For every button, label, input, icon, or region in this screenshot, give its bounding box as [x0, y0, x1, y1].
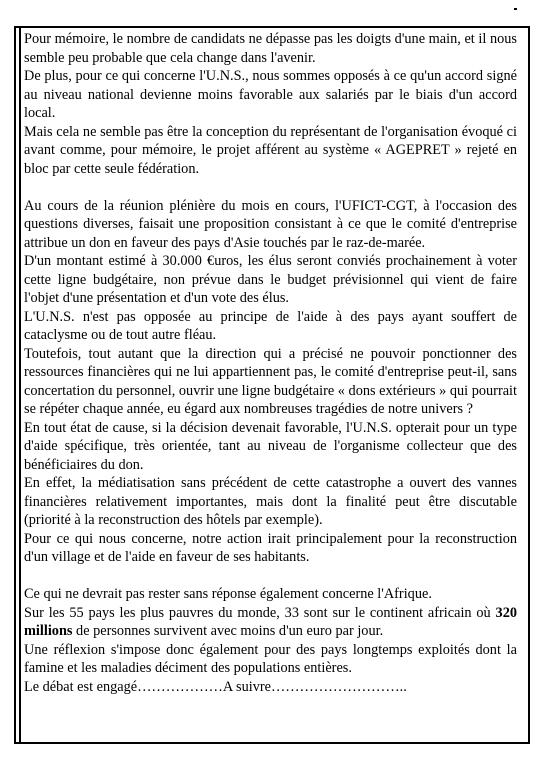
text-run: Sur les 55 pays les plus pauvres du monde, 33 sont sur le continent africain où — [24, 604, 496, 621]
document-body — [24, 30, 517, 696]
paragraph: Toutefois, tout autant que la direction qui a précisé ne pouvoir ponctionner des ressources financières qui ne lui appartiennent pas, le comité d'entreprise peut-il, sans concertation du personnel, ouvrir une ligne budgétaire « dons extérieurs » qui pourrait se répéter chaque année, eu égard aux nombreuses tragédies de notre univers ? — [24, 345, 517, 417]
paragraph — [24, 604, 517, 641]
paragraph: Pour ce qui nous concerne, notre action irait principalement pour la reconstruction d'un village et de l'aide en faveur de ses habitants. — [24, 530, 517, 565]
paragraph: Au cours de la réunion plénière du mois en cours, l'UFICT-CGT, à l'occasion des questions diverses, faisait une proposition consistant à ce que le comité d'entreprise attribue un don en faveur des pays d'Asie touchés par le raz-de-marée. — [24, 197, 517, 251]
paragraph: Pour mémoire, le nombre de candidats ne dépasse pas les doigts d'une main, et il nous semble peu probable que cela change dans l'avenir. — [24, 31, 517, 66]
closing-line: Le débat est engagé………………A suivre……………………….. — [24, 678, 407, 695]
paragraph-gap — [24, 178, 517, 197]
page-mark — [514, 8, 517, 10]
paragraph: D'un montant estimé à 30.000 €uros, les élus seront conviés prochainement à voter cette ligne budgétaire, non prévue dans le budget prévisionnel qui vient de faire l'objet d'une présentation et d'un vote des élus. — [24, 253, 517, 306]
bold-figure: 320 millions — [24, 604, 517, 639]
frame-inner-rule — [19, 26, 21, 744]
paragraph: De plus, pour ce qui concerne l'U.N.S., nous sommes opposés à ce qu'un accord signé au niveau national devienne moins favorable aux salariés par le biais d'un accord local. — [24, 68, 517, 121]
paragraph: En effet, la médiatisation sans précédent de cette catastrophe a ouvert des vannes financières relativement importantes, mais dont la finalité peut être discutable (priorité à la reconstruction des hôtels par exemple). — [24, 475, 517, 528]
text-run: de personnes survivent avec moins d'un euro par jour. — [72, 623, 384, 639]
paragraph: L'U.N.S. n'est pas opposée au principe de l'aide à des pays ayant souffert de cataclysme ou de tout autre fléau. — [24, 308, 517, 343]
paragraph: En tout état de cause, si la décision devenait favorable, l'U.N.S. opterait pour un type d'aide spécifique, très orientée, tant au niveau de l'organisme collecteur que des bénéficiaires du don. — [24, 419, 517, 473]
paragraph: Une réflexion s'impose donc également pour des pays longtemps exploités dont la famine et les maladies déciment des populations entières. — [24, 641, 517, 676]
paragraph-gap — [24, 567, 517, 586]
paragraph: Ce qui ne devrait pas rester sans réponse également concerne l'Afrique. — [24, 586, 432, 602]
paragraph: Mais cela ne semble pas être la conception du représentant de l'organisation évoqué ci avant comme, pour mémoire, le projet afférent au système « AGEPRET » rejeté en bloc par cette seule fédération. — [24, 123, 517, 177]
